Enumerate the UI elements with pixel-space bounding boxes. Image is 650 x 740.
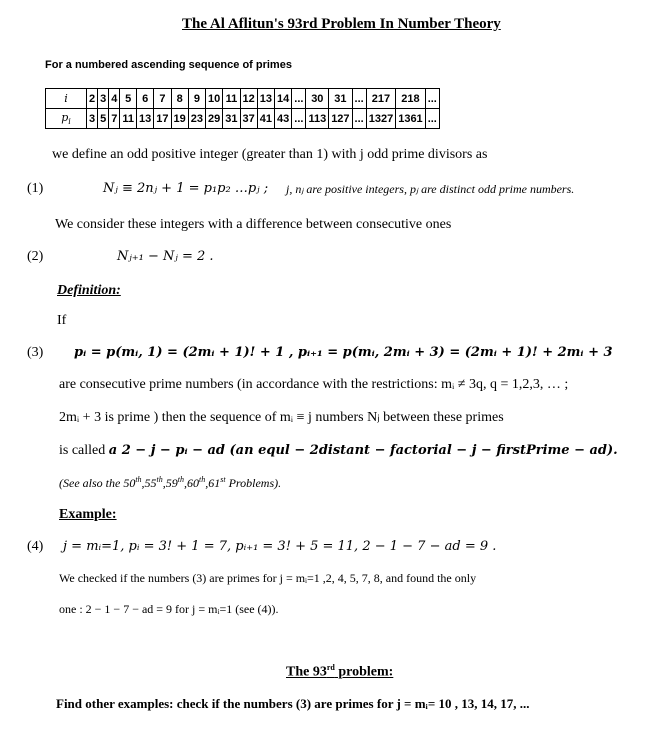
check-text: We checked if the numbers (3) are primes for j = mᵢ=1 ,2, 4, 5, 7, 8, and found the only [59,571,477,585]
table-cell-p: 29 [206,109,223,129]
table-cell-p: 17 [154,109,171,129]
table-cell-p: 37 [240,109,257,129]
see-also-text: (See also the 50th,55th,59th,60th,61st Problems). [59,475,282,490]
table-cell-i: 5 [120,89,137,109]
equation-number-1: (1) [27,181,44,196]
final-task-text: Find other examples: check if the numbers (3) are primes for j = mᵢ= 10 , 13, 14, 17, ... [56,696,530,711]
example-heading: Example: [59,507,117,522]
table-cell-i: 11 [223,89,240,109]
consider-text: We consider these integers with a difference between consecutive ones [55,217,452,232]
table-row-p [46,109,440,129]
row-header-p: $p_i$ [46,109,87,129]
table-cell-i: 30 [306,89,329,109]
equation-1: Nⱼ ≡ 2nⱼ + 1 = p₁p₂ …pⱼ ; [103,181,269,196]
table-cell-p: ... [292,109,306,129]
table-cell-i: 14 [275,89,292,109]
table-cell-p: 31 [223,109,240,129]
table-cell-i: 7 [154,89,171,109]
table-row-i [46,89,440,109]
table-cell-i: 8 [171,89,188,109]
called-formula: a 2 − j − pᵢ − ad (an equl − 2distant − factorial − j − firstPrime − ad). [108,443,618,458]
table-cell-i: 4 [109,89,120,109]
table-cell-i: 31 [329,89,352,109]
equation-4: j = mᵢ=1, pᵢ = 3! + 1 = 7, pᵢ₊₁ = 3! + 5 = 11, 2 − 1 − 7 − ad = 9 . [63,539,497,554]
page-title: The Al Aflitun's 93rd Problem In Number Theory [182,16,501,32]
table-cell-p: ... [425,109,439,129]
table-cell-p: ... [352,109,366,129]
table-cell-p: 5 [98,109,109,129]
table-cell-p: 41 [257,109,274,129]
table-cell-p: 113 [306,109,329,129]
table-cell-p: 127 [329,109,352,129]
called-prefix: is called [59,443,106,458]
table-cell-i: 217 [366,89,395,109]
definition-text: we define an odd positive integer (greater than 1) with j odd prime divisors as [52,147,488,162]
table-cell-p: 1327 [366,109,395,129]
table-cell-i: 218 [396,89,425,109]
table-cell-p: 11 [120,109,137,129]
restriction-text: are consecutive prime numbers (in accordance with the restrictions: mᵢ ≠ 3q, q = 1,2,3, … ; [59,377,569,392]
table-cell-p: 7 [109,109,120,129]
equation-2: Nⱼ₊₁ − Nⱼ = 2 . [117,249,214,264]
equation-1-note: j, nⱼ are positive integers, pⱼ are distinct odd prime numbers. [286,182,575,196]
table-cell-i: ... [352,89,366,109]
table-cell-p: 23 [188,109,205,129]
primes-table [45,88,440,129]
table-cell-i: 3 [98,89,109,109]
table-cell-p: 13 [137,109,154,129]
sequence-text: 2mᵢ + 3 is prime ) then the sequence of mᵢ ≡ j numbers Nⱼ between these primes [59,410,504,425]
definition-heading: Definition: [57,283,121,298]
table-cell-i: 6 [137,89,154,109]
equation-number-4: (4) [27,539,44,554]
table-cell-i: 9 [188,89,205,109]
table-cell-i: 2 [87,89,98,109]
table-cell-p: 19 [171,109,188,129]
if-text: If [57,313,67,328]
table-cell-i: ... [425,89,439,109]
called-text [59,443,618,459]
row-header-i: i [46,89,87,109]
equation-3: pᵢ = p(mᵢ, 1) = (2mᵢ + 1)! + 1 , pᵢ₊₁ = p(mᵢ, 2mᵢ + 3) = (2mᵢ + 1)! + 2mᵢ + 3 [74,345,613,360]
equation-number-2: (2) [27,249,44,264]
table-cell-i: 13 [257,89,274,109]
table-cell-p: 43 [275,109,292,129]
equation-number-3: (3) [27,345,44,360]
intro-text: For a numbered ascending sequence of primes [45,59,292,71]
table-cell-i: 12 [240,89,257,109]
table-cell-p: 1361 [396,109,425,129]
problem-heading: The 93rd problem: [286,663,394,680]
table-cell-p: 3 [87,109,98,129]
table-cell-i: 10 [206,89,223,109]
only-one-text: one : 2 − 1 − 7 − ad = 9 for j = mᵢ=1 (see (4)). [59,602,279,616]
table-cell-i: ... [292,89,306,109]
